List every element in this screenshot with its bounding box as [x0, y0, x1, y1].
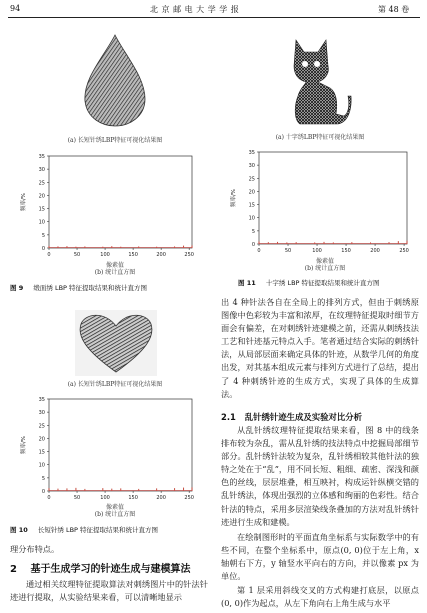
x-tick-label: 200	[156, 252, 166, 258]
volume-label: 第 48 卷	[378, 5, 410, 14]
y-tick-label: 15	[38, 206, 45, 213]
fig11-xlabel: 像素值	[315, 258, 334, 265]
y-tick-label: 35	[38, 154, 45, 160]
x-tick-label: 200	[156, 495, 166, 501]
fig9-caption-number: 图 9	[10, 284, 24, 292]
y-tick-label: 15	[248, 202, 255, 209]
x-tick-label: 100	[100, 495, 110, 501]
x-tick-label: 250	[184, 495, 194, 501]
x-tick-label: 150	[341, 248, 351, 254]
x-tick-label: 0	[47, 495, 51, 501]
fig11-subcaption-a: (a) 十字绣LBP特征可视化结果图	[275, 134, 365, 141]
x-tick-label: 50	[73, 495, 81, 501]
fig11-cat-image	[288, 36, 352, 128]
x-tick-label: 0	[47, 252, 51, 258]
y-tick-label: 20	[38, 193, 45, 200]
fig11-caption	[238, 278, 380, 287]
fig10-histogram	[15, 393, 200, 507]
y-tick-label: 0	[41, 246, 45, 252]
x-tick-label: 150	[128, 495, 138, 501]
plot-frame	[259, 152, 407, 244]
section-2-heading	[10, 560, 210, 575]
fig11-caption-number: 图 11	[238, 279, 256, 287]
fig9-leaf-image	[75, 33, 155, 128]
y-tick-label: 30	[38, 410, 45, 417]
fig11-histogram-svg	[225, 146, 415, 256]
right-paragraph-3: 在绘制图形时的平面直角坐标系与实际数学中的有些不同，在整个坐标系中，原点(0, 0)位于左上角，x 轴朝右下方，y 轴竖水平向右的方向，并以像素 px 为单位。	[221, 532, 419, 582]
section-2-number: 2	[10, 564, 17, 575]
fig10-subcaption-a: (a) 长短针绣LBP特征可视化结果图	[67, 381, 163, 388]
x-tick-label: 50	[73, 252, 81, 258]
section-2-1-title: 乱针绣针迹生成及实验对比分析	[244, 412, 363, 422]
x-tick-label: 200	[370, 248, 380, 254]
y-tick-label: 15	[38, 449, 45, 456]
y-tick-label: 30	[38, 167, 45, 174]
header-rule	[8, 17, 420, 18]
fig10-caption-text: 长短针绣 LBP 特征提取结果和统计直方图	[37, 526, 159, 534]
page-number: 94	[10, 4, 21, 13]
journal-title: 北 京 邮 电 大 学 学 报	[150, 5, 240, 14]
fig10-histogram-svg	[15, 393, 200, 503]
fig11-histogram	[225, 146, 415, 260]
y-tick-label: 25	[38, 180, 45, 187]
y-tick-label: 25	[38, 423, 45, 430]
right-paragraph-4: 第 1 层采用斜线交叉的方式构建打底层，以原点(0, 0)作为起点，从左下角向右上角生成与水平	[221, 585, 419, 609]
y-tick-label: 5	[251, 228, 255, 235]
y-tick-label: 5	[41, 475, 45, 482]
fig11-caption-text: 十字绣 LBP 特征提取结果和统计直方图	[265, 279, 380, 287]
left-paragraph: 通过相关纹理特征提取算法对刺绣图片中的针法针迹进行提取，从实验结果来看，可以清晰地显示	[10, 579, 208, 603]
section-2-title: 基于生成学习的针迹生成与建模算法	[30, 564, 191, 575]
y-tick-label: 35	[38, 397, 45, 403]
section-2-1-heading	[221, 411, 419, 423]
fig10-caption-number: 图 10	[10, 526, 28, 534]
x-tick-label: 50	[284, 248, 292, 254]
x-tick-label: 250	[399, 248, 409, 254]
fig11-subcaption-b: (b) 统计直方图	[304, 265, 346, 272]
fig10-subcaption-b: (b) 统计直方图	[94, 511, 136, 518]
y-tick-label: 20	[38, 436, 45, 443]
y-tick-label: 30	[248, 163, 255, 170]
section-2-1-number: 2.1	[221, 412, 236, 422]
fig9-subcaption-b: (b) 统计直方图	[94, 269, 136, 276]
y-tick-label: 5	[41, 232, 45, 239]
x-tick-label: 150	[128, 252, 138, 258]
plot-frame	[49, 156, 192, 248]
fig9-caption	[10, 283, 147, 292]
y-tick-label: 10	[248, 215, 255, 222]
right-paragraph-2: 从乱针绣纹理特征提取结果来看，图 8 中的线条排布较为杂乱，需从乱针绣的技法特点中挖掘局部细节部分。乱针绣针法较为复杂，乱针绣相较其他针法的独特之处在于“乱”，用不同长短、粗细、疏密、深浅和颜色的丝线，层层堆叠，相互映衬，构成运针纵横交错的乱针绣法，体现出强烈的立体感和绚丽的色彩性。结合针法的特点，采用多层渲染线条叠加的方法对乱针绣针迹进行生成和建模。	[221, 425, 419, 527]
fig9-caption-text: 缎面绣 LBP 特征提取结果和统计直方图	[33, 284, 148, 292]
x-tick-label: 0	[257, 248, 261, 254]
y-tick-label: 35	[248, 150, 255, 156]
y-tick-label: 10	[38, 462, 45, 469]
y-axis-label: 频率/%	[21, 435, 27, 455]
x-tick-label: 100	[312, 248, 322, 254]
fig9-xlabel: 像素值	[105, 262, 124, 269]
right-paragraph-1: 出 4 种针法各自在全局上的排列方式，但由于刺绣原图像中色彩较为丰富和浓厚，在纹理特征提取时细节方面会有偏差，在对刺绣针迹建模之前，还需从刺绣技法工艺和针迹基元特点入手。笔者通过结合实际的刺绣针法，从局部层面来确定具体的针迹，从数学几何的角度出发，对其基本组成元素与排列方式进行了总结，提出了 4 种刺绣针迹的生成方式，实现了具体的生成算法。	[221, 297, 419, 399]
plot-frame	[49, 399, 192, 491]
y-tick-label: 20	[248, 189, 255, 196]
x-tick-label: 250	[184, 252, 194, 258]
y-tick-label: 10	[38, 219, 45, 226]
left-tail-text: 理分布特点。	[10, 544, 60, 554]
fig10-heart-image	[75, 310, 157, 376]
y-tick-label: 0	[41, 489, 45, 495]
fig9-subcaption-a: (a) 长短针绣LBP特征可视化结果图	[67, 137, 163, 144]
fig9-histogram-svg	[15, 150, 200, 260]
y-axis-label: 频率/%	[21, 192, 27, 212]
x-tick-label: 100	[100, 252, 110, 258]
fig10-xlabel: 像素值	[105, 504, 124, 511]
y-tick-label: 0	[251, 242, 255, 248]
fig10-caption	[10, 525, 158, 534]
fig9-histogram	[15, 150, 200, 264]
y-axis-label: 频率/%	[231, 188, 237, 208]
y-tick-label: 25	[248, 176, 255, 183]
